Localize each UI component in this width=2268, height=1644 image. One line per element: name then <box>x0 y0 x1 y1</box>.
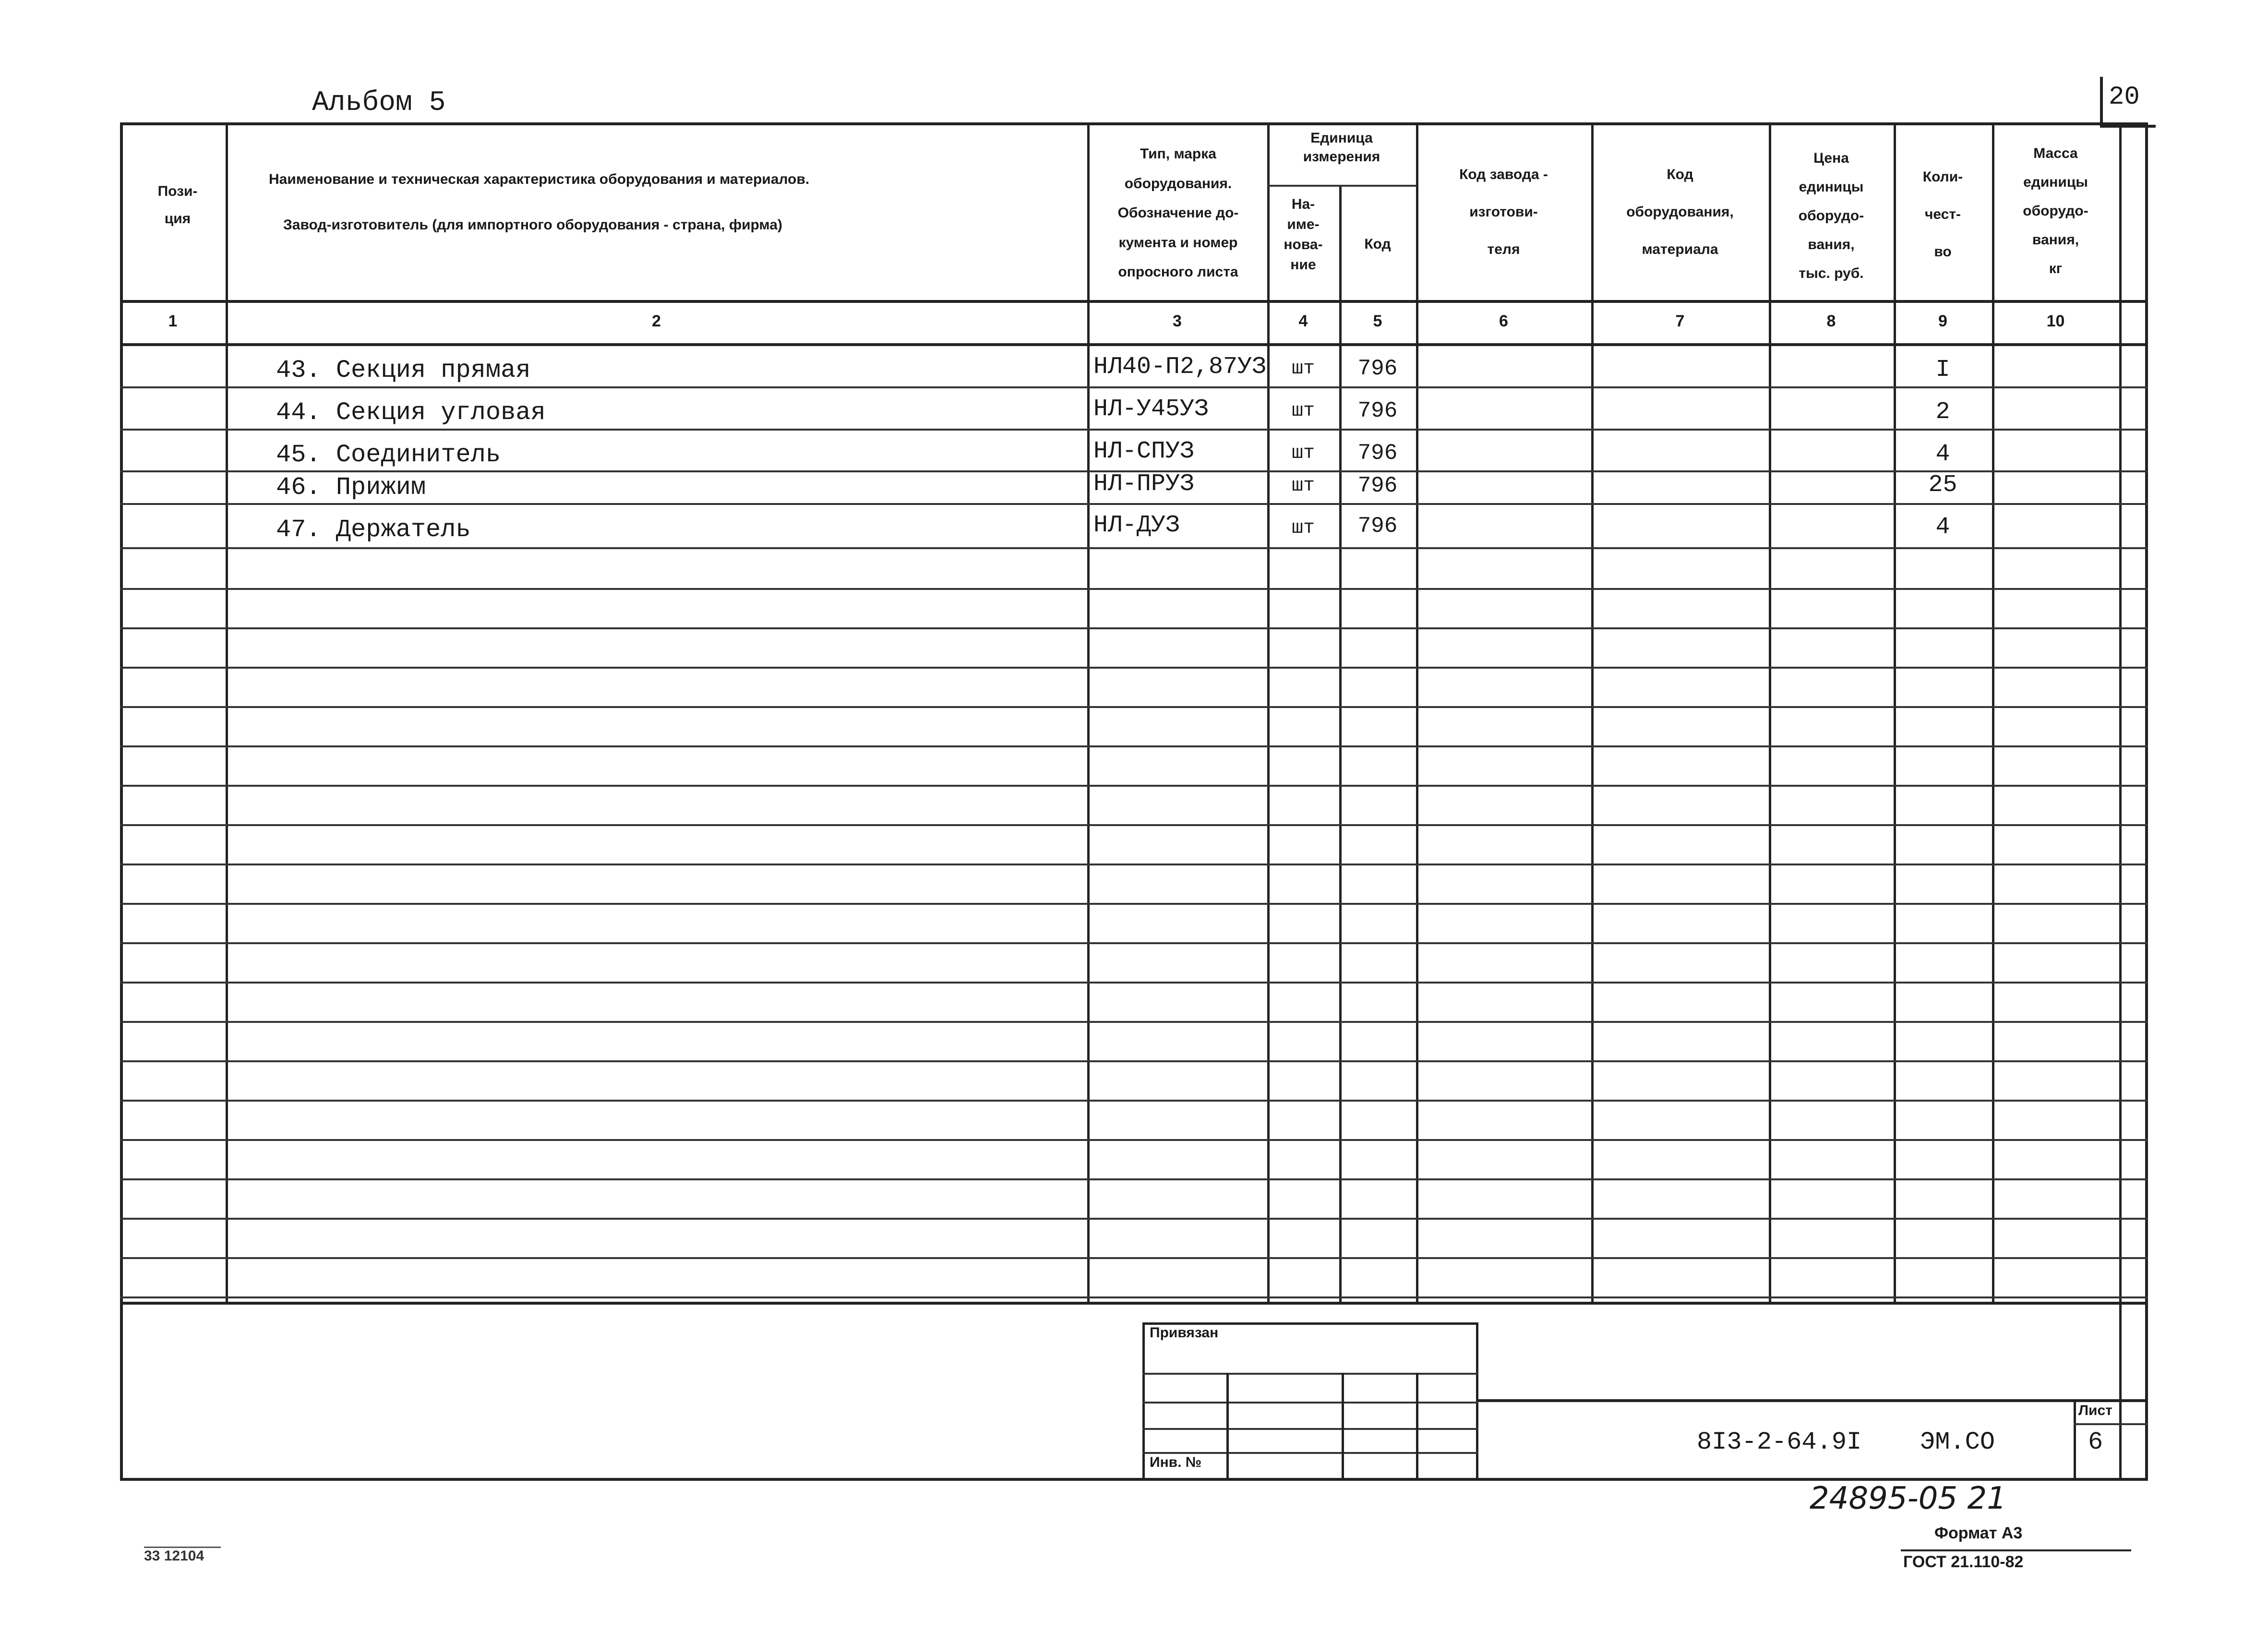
column-numbers-bottom-line <box>120 343 2148 346</box>
row-line <box>120 1218 2148 1220</box>
header-name-line2: Завод-изготовитель (для импортного оборудования - страна, фирма) <box>283 217 782 233</box>
row-line <box>120 386 2148 388</box>
row-line <box>120 1060 2148 1062</box>
row-type: НЛ-У45УЗ <box>1093 396 1209 423</box>
column-number-4: 4 <box>1298 312 1308 330</box>
col-divider-7 <box>1769 122 1771 1303</box>
row-quantity: 2 <box>1935 398 1950 426</box>
row-name: 45. Соединитель <box>276 441 501 469</box>
row-code: 796 <box>1357 473 1398 498</box>
column-number-10: 10 <box>2046 312 2065 330</box>
col-divider-2 <box>1087 122 1090 1303</box>
row-quantity: 4 <box>1935 441 1950 468</box>
row-line <box>120 745 2148 747</box>
header-unit-code: Код <box>1364 236 1391 252</box>
stamp-line <box>1142 1373 1478 1375</box>
row-line <box>120 942 2148 944</box>
header-unit-group: Единица измерения <box>1303 130 1380 165</box>
sheet-label: Лист <box>2078 1403 2112 1418</box>
header-equipment-code: Код оборудования, материала <box>1626 167 1734 257</box>
row-name: 46. Прижим <box>276 473 426 502</box>
stamp-divider <box>1416 1373 1418 1481</box>
page-number: 20 <box>2109 83 2140 112</box>
row-unit: шт <box>1291 400 1315 422</box>
col-divider-4 <box>1339 185 1342 1303</box>
header-plant-code: Код завода - изготови- теля <box>1459 167 1548 257</box>
title-block-line <box>1478 1399 2148 1402</box>
stamp-line <box>1142 1428 1478 1430</box>
stamp-divider <box>1226 1373 1229 1481</box>
row-code: 796 <box>1357 514 1398 539</box>
header-name-line1: Наименование и техническая характеристика оборудования и материалов. <box>269 171 810 187</box>
col-divider-3 <box>1267 122 1270 1303</box>
row-line <box>120 1178 2148 1180</box>
format-label: Формат А3 <box>1934 1524 2023 1542</box>
row-name: 44. Секция угловая <box>276 398 546 427</box>
col-divider-5 <box>1416 122 1418 1303</box>
gost-label: ГОСТ 21.110-82 <box>1903 1553 2024 1571</box>
corner-code: 33 12104 <box>144 1548 204 1564</box>
row-line <box>120 1100 2148 1102</box>
row-line <box>120 503 2148 505</box>
row-line <box>120 706 2148 708</box>
row-line <box>120 864 2148 865</box>
row-type: НЛ40-П2,87УЗ <box>1093 353 1267 381</box>
row-quantity: 4 <box>1935 514 1950 541</box>
stamp-line <box>1142 1402 1478 1404</box>
col-divider-6 <box>1591 122 1594 1303</box>
stamp-divider <box>1342 1373 1344 1481</box>
sheet-label-line <box>2074 1423 2148 1425</box>
document-suffix: ЭМ.СО <box>1920 1428 1995 1456</box>
header-mass: Масса единицы оборудо- вания, кг <box>2023 145 2088 276</box>
column-number-1: 1 <box>168 312 178 330</box>
linked-label: Привязан <box>1150 1325 1219 1341</box>
row-type: НЛ-СПУЗ <box>1093 438 1195 465</box>
row-line <box>120 429 2148 431</box>
col-divider-9 <box>1992 122 1994 1303</box>
row-unit: шт <box>1291 517 1315 539</box>
row-line <box>120 824 2148 826</box>
row-unit: шт <box>1291 358 1315 380</box>
row-quantity: I <box>1935 356 1950 384</box>
row-unit: шт <box>1291 443 1315 464</box>
row-line <box>120 785 2148 787</box>
row-line <box>120 547 2148 549</box>
header-type: Тип, марка оборудования. Обозначение до- кумента и номер опросного листа <box>1117 146 1239 280</box>
document-code: 8I3-2-64.9I <box>1697 1428 1862 1456</box>
header-unit-name: На- име- нова- ние <box>1284 196 1323 273</box>
column-number-6: 6 <box>1499 312 1508 330</box>
row-line <box>120 1257 2148 1259</box>
header-position: Пози- ция <box>157 183 198 227</box>
row-line <box>120 588 2148 590</box>
inventory-number-label: Инв. № <box>1150 1454 1202 1470</box>
col-divider-8 <box>1894 122 1896 1303</box>
row-line <box>120 667 2148 669</box>
row-line <box>120 1139 2148 1141</box>
header-price: Цена единицы оборудо- вания, тыс. руб. <box>1798 150 1864 281</box>
footer-rule <box>1901 1549 2131 1551</box>
row-line <box>120 627 2148 629</box>
column-number-3: 3 <box>1173 312 1182 330</box>
row-code: 796 <box>1357 398 1398 423</box>
row-code: 796 <box>1357 441 1398 466</box>
row-line <box>120 903 2148 905</box>
album-label: Альбом 5 <box>312 87 446 119</box>
column-number-5: 5 <box>1373 312 1382 330</box>
row-line <box>120 1021 2148 1023</box>
row-unit: шт <box>1291 475 1315 497</box>
sheet-divider <box>2074 1399 2076 1481</box>
column-number-8: 8 <box>1826 312 1836 330</box>
sheet-number: 6 <box>2088 1428 2103 1456</box>
header-bottom-line <box>120 300 2148 303</box>
stamp-line <box>1142 1452 1478 1454</box>
col-divider-1 <box>226 122 228 1303</box>
row-name: 47. Держатель <box>276 516 471 544</box>
column-number-9: 9 <box>1938 312 1947 330</box>
row-type: НЛ-ПРУЗ <box>1093 470 1195 498</box>
column-number-2: 2 <box>652 312 661 330</box>
row-line <box>120 982 2148 984</box>
unit-subheader-line <box>1267 185 1416 187</box>
row-code: 796 <box>1357 356 1398 381</box>
table-bottom-line <box>120 1302 2148 1305</box>
registration-number: 24895-05 21 <box>1810 1481 2006 1516</box>
row-line <box>120 1296 2148 1298</box>
col-divider-10 <box>2119 122 2122 1481</box>
header-quantity: Коли- чест- во <box>1922 169 1963 260</box>
column-number-7: 7 <box>1675 312 1685 330</box>
row-quantity: 25 <box>1928 471 1957 499</box>
row-name: 43. Секция прямая <box>276 356 531 384</box>
row-type: НЛ-ДУЗ <box>1093 512 1180 539</box>
